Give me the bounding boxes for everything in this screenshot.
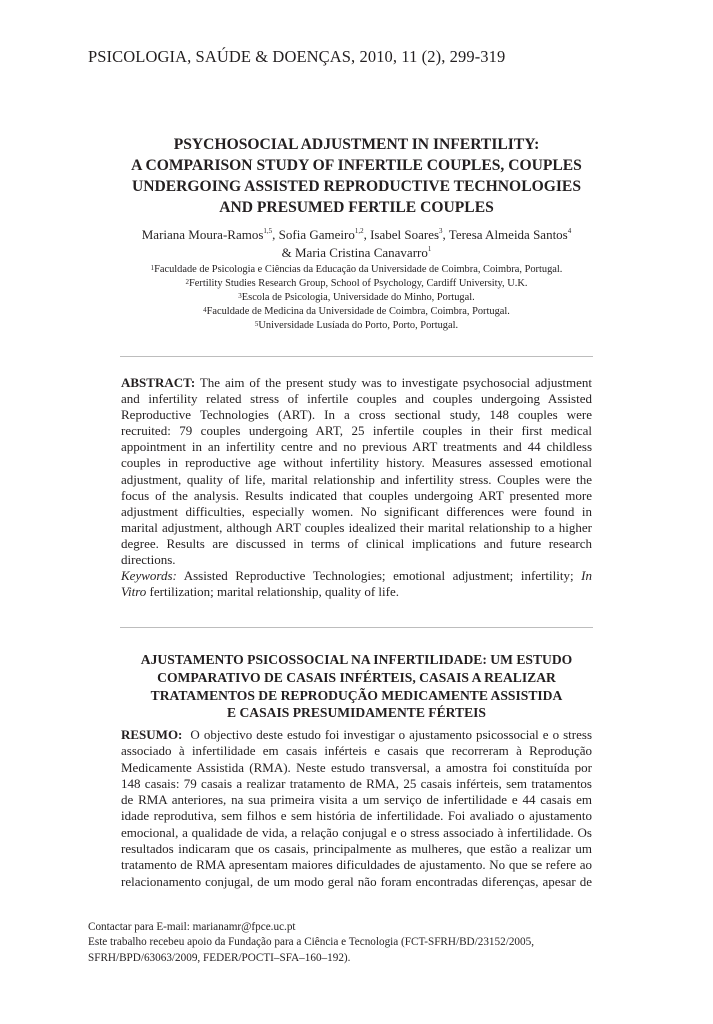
author-affil-sup: 1	[427, 244, 432, 253]
resumo	[121, 727, 592, 890]
title-line: A COMPARISON STUDY OF INFERTILE COUPLES, COUPLES	[131, 157, 582, 174]
author-affil-sup: 1,2	[354, 227, 364, 235]
abstract-line: directions.	[121, 552, 176, 568]
pt-title-line: TRATAMENTOS DE REPRODUÇÃO MEDICAMENTE ASSISTIDA	[150, 687, 563, 703]
footnote	[88, 920, 618, 966]
pt-title-line: COMPARATIVO DE CASAIS INFÉRTEIS, CASAIS A REALIZAR	[157, 669, 556, 685]
footnote-line: Contactar para E-mail: marianamr@fpce.uc.pt	[88, 921, 296, 933]
affiliation-text: Faculdade de Medicina da Universidade de Coimbra, Coimbra, Portugal.	[206, 306, 510, 317]
resumo-line: tratamento de RMA apresentam maiores dificuldades de ajustamento. No que se refere ao	[121, 857, 592, 873]
abstract-label: ABSTRACT:	[121, 375, 196, 390]
affiliation-sup: 1	[150, 264, 155, 272]
abstract-line: focus of the analysis. Results indicated that couples undergoing ART presented more	[121, 487, 592, 503]
affiliation-text: Escola de Psicologia, Universidade do Minho, Portugal.	[241, 292, 475, 303]
title-line: AND PRESUMED FERTILE COUPLES	[219, 199, 494, 216]
pt-title-line: AJUSTAMENTO PSICOSSOCIAL NA INFERTILIDADE: UM ESTUDO	[140, 652, 573, 667]
author-line: Mariana Moura-Ramos$^{1,5}$, Sofia Gameiro$^{1,2}$, Isabel Soares$^3$, Teresa Almeida Santos$^4$	[141, 227, 572, 242]
affiliation-item	[100, 277, 613, 291]
affiliation-sup: 4	[203, 306, 207, 314]
abstract-line: recruited: 79 couples undergoing ART, 25 infertile couples in their first medical	[121, 423, 592, 439]
abstract-line: and infertility related stress of infertile couples and couples undergoing Assisted	[121, 391, 592, 407]
affiliation-item	[100, 263, 613, 277]
author-affil-sup: 3	[439, 227, 443, 235]
abstract-line: adjustment difficulties, especially women. No significant differences were found in	[121, 503, 592, 519]
author-name: Isabel Soares	[370, 227, 440, 242]
affiliation-item	[100, 305, 613, 319]
abstract-line: marital adjustment, although ART couples idealized their marital relationship to a higher	[121, 519, 592, 535]
affiliation-list	[100, 263, 613, 333]
affiliation-item	[100, 291, 613, 305]
title-line: PSYCHOSOCIAL ADJUSTMENT IN INFERTILITY:	[173, 136, 540, 153]
resumo-line: 148 casais: 79 casais a realizar tratamento de RMA, 25 casais inférteis, sem tratamentos	[121, 775, 592, 791]
resumo-line: relacionamento conjugal, de um modo geral não foram encontradas diferenças, apesar de	[121, 873, 592, 889]
author-name: Mariana Moura-Ramos	[141, 227, 264, 242]
author-list	[100, 226, 613, 261]
abstract-line: adjustment, quality of life, marital relationship and infertility stress. Couples were the	[121, 471, 592, 487]
affiliation-text: Universidade Lusíada do Porto, Porto, Portugal.	[258, 320, 459, 331]
resumo-line: idade reprodutiva, sem filhos e sem história de infertilidade. Foi avaliado o ajustamento	[121, 808, 592, 824]
section-divider	[120, 627, 593, 628]
keywords-line: Keywords: Assisted Reproductive Technologies; emotional adjustment; infertility; In	[121, 568, 592, 584]
title-line: UNDERGOING ASSISTED REPRODUCTIVE TECHNOLOGIES	[131, 178, 581, 195]
abstract-line: appointment in an infertility centre and no previous ART treatments and 44 childless	[121, 439, 592, 455]
paper-title	[100, 134, 613, 218]
section-divider	[120, 356, 593, 357]
author-name: Sofia Gameiro	[278, 227, 355, 242]
resumo-line: de RMA anteriores, na sua primeira visita a um serviço de infertilidade e 44 casais em	[121, 792, 592, 808]
resumo-label: RESUMO:	[121, 727, 183, 742]
affiliation-text: Fertility Studies Research Group, School of Psychology, Cardiff University, U.K.	[189, 278, 528, 289]
resumo-line: emocional, a qualidade de vida, a relação conjugal e o stress associado à infertilidade. Os	[121, 824, 592, 840]
resumo-line: associado à infertilidade em casais inférteis e casais que recorreram à Reprodução	[121, 743, 592, 759]
abstract-line: ABSTRACT: The aim of the present study was to investigate psychosocial adjustment	[121, 375, 592, 390]
author-name: Teresa Almeida Santos	[448, 227, 568, 242]
keywords-label: Keywords:	[121, 568, 177, 584]
affiliation-sup: 5	[254, 320, 259, 328]
affiliation-text: Faculdade de Psicologia e Ciências da Educação da Universidade de Coimbra, Coimbra, Portugal.	[154, 264, 563, 275]
keywords-line: Vitro fertilization; marital relationship, quality of life.	[121, 584, 399, 600]
journal-header: PSICOLOGIA, SAÚDE & DOENÇAS, 2010, 11 (2), 299-319	[88, 47, 506, 66]
footnote-line: Este trabalho recebeu apoio da Fundação para a Ciência e Tecnologia (FCT-SFRH/BD/23152/2005,	[88, 936, 534, 949]
resumo-line: resultados indicaram que os casais, principalmente as mulheres, que estão a realizar um	[121, 841, 592, 857]
author-name: & Maria Cristina Canavarro	[281, 244, 428, 260]
affiliation-item	[100, 319, 613, 333]
pt-title-line: E CASAIS PRESUMIDAMENTE FÉRTEIS	[227, 705, 486, 721]
affiliation-sup: 3	[238, 292, 242, 300]
author-line	[100, 244, 613, 262]
abstract-line: couples in reproductive age without infertility history. Measures assessed emotional	[121, 455, 592, 471]
abstract-line: degree. Results are discussed in terms of clinical implications and future research	[121, 535, 592, 551]
author-affil-sup: 1,5	[263, 227, 273, 235]
resumo-line: Medicamente Assistida (RMA). Neste estudo transversal, a amostra foi constituída por	[121, 759, 592, 775]
author-affil-sup: 4	[567, 227, 572, 235]
resumo-line: RESUMO: O objectivo deste estudo foi investigar o ajustamento psicossocial e o stress	[121, 727, 592, 742]
portuguese-title	[100, 651, 613, 722]
affiliation-sup: 2	[185, 278, 190, 286]
footnote-line: SFRH/BPD/63063/2009, FEDER/POCTI–SFA–160–192).	[88, 951, 351, 964]
abstract	[121, 375, 592, 600]
abstract-line: Reproductive Technologies (ART). In a cross sectional study, 148 couples were	[121, 407, 592, 423]
